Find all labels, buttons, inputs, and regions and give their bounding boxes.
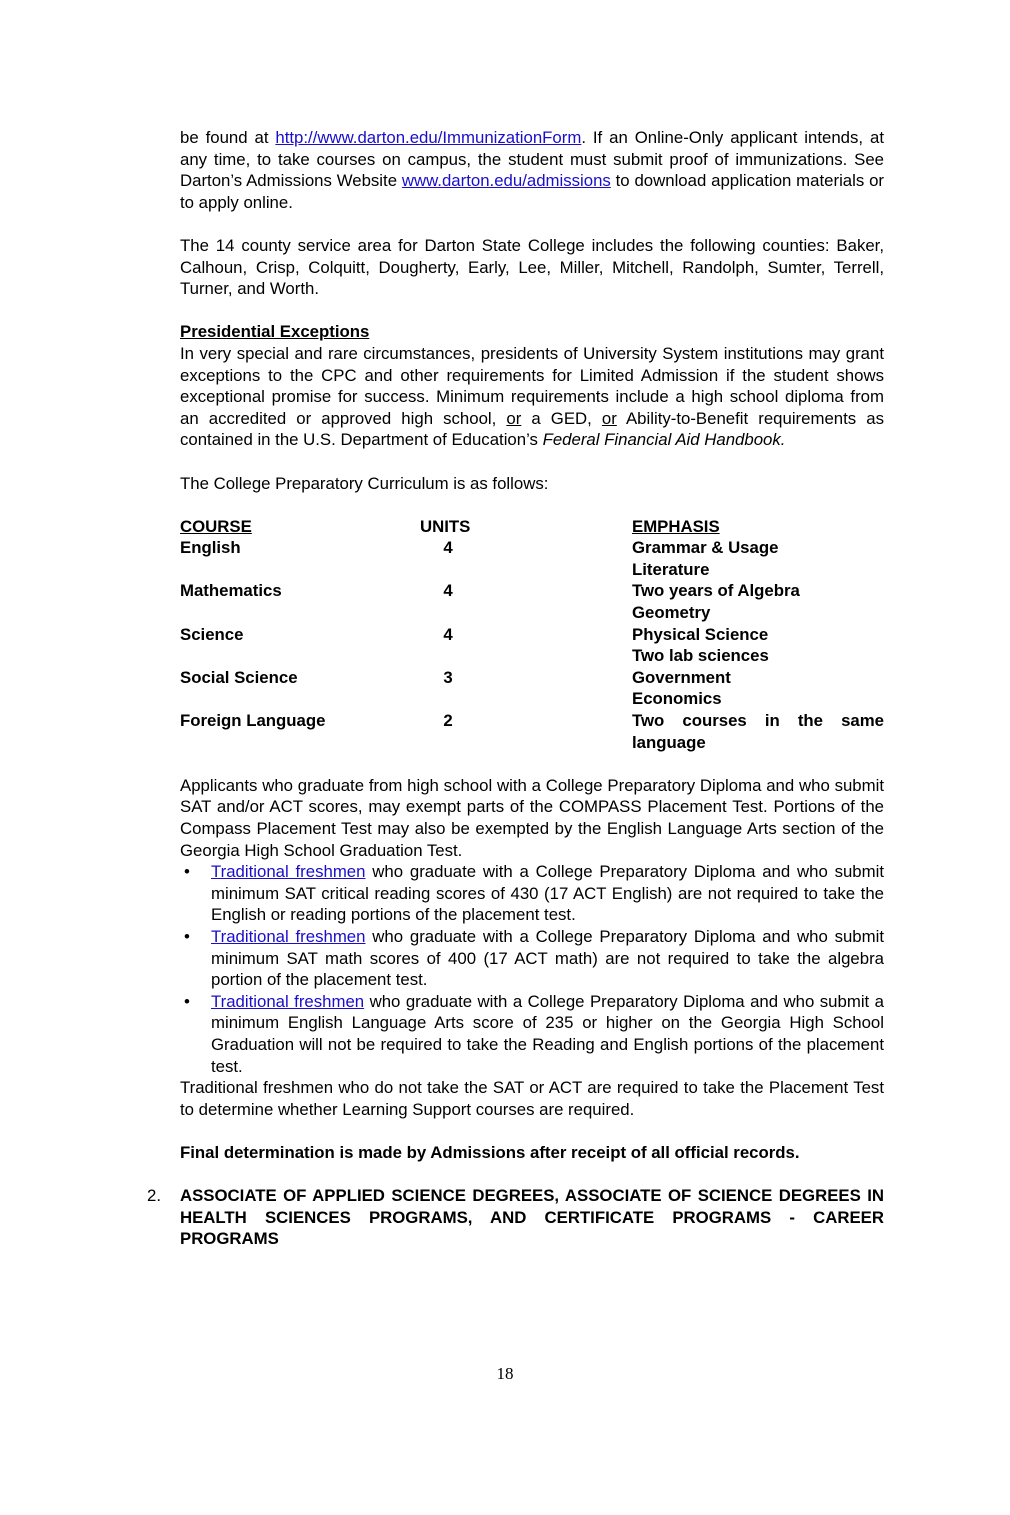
intro-text-c: to download application materials or to apply online. (180, 171, 885, 212)
list-item (180, 926, 884, 991)
cpc-row-social-science (180, 667, 884, 710)
or-underlined-2: or (601, 408, 617, 428)
cpc-table (180, 516, 884, 754)
presidential-text-a: In very special and rare circumstances, presidents of University System institutions may grant exceptions to the CPC and other requirements for Limited Admission if the student shows exceptional promise for success. Minimum requirements include a high school diploma from an accredited or approved high school, (180, 343, 884, 428)
emphasis-header: EMPHASIS (632, 516, 720, 536)
admissions-link[interactable]: www.darton.edu/admissions (401, 171, 611, 191)
course-name: English (180, 538, 241, 558)
placement-section (180, 775, 884, 1121)
course-units: 4 (443, 581, 453, 601)
document-body (147, 127, 885, 1250)
final-determination: Final determination is made by Admissions after receipt of all official records. (180, 1142, 800, 1162)
traditional-freshmen-link[interactable]: Traditional freshmen (211, 862, 366, 882)
intro-text-a: be found at (180, 128, 276, 147)
bullet-text: who graduate with a College Preparatory Diploma and who submit minimum SAT math scores of 400 (17 ACT math) are not required to take the algebra portion of the placement test. (211, 926, 884, 990)
course-emphasis: Grammar & Usage Literature (632, 538, 779, 579)
bullet-text: who graduate with a College Preparatory Diploma and who submit a minimum English Language Arts score of 235 or higher on the Georgia High School Graduation will not be required to take the Reading and English portions of the placement test. (211, 991, 884, 1076)
units-header: UNITS (420, 516, 471, 536)
cpc-row-english (180, 537, 884, 580)
course-units: 3 (443, 667, 453, 687)
course-units: 4 (443, 624, 453, 644)
section-2 (147, 1185, 884, 1250)
course-name: Science (180, 624, 244, 644)
section-number: 2. (147, 1186, 161, 1206)
course-name: Social Science (180, 667, 298, 687)
handbook-title: Federal Financial Aid Handbook (542, 430, 781, 450)
course-units: 2 (443, 711, 453, 731)
section-2-title: ASSOCIATE OF APPLIED SCIENCE DEGREES, ASSOCIATE OF SCIENCE DEGREES IN HEALTH SCIENCES PROGRAMS, AND CERTIFICATE PROGRAMS - CAREER PROGRAMS (180, 1186, 884, 1249)
bullet-icon: • (184, 991, 190, 1011)
cpc-row-mathematics (180, 580, 884, 623)
page-number: 18 (496, 1364, 514, 1383)
no-sat-paragraph: Traditional freshmen who do not take the SAT or ACT are required to take the Placement Test to determine whether Learning Support courses are required. (180, 1078, 884, 1119)
traditional-freshmen-link[interactable]: Traditional freshmen (211, 991, 365, 1011)
intro-text-b: . If an Online-Only applicant intends, at any time, to take courses on campus, the student must submit proof of immunizations. See Darton’s Admissions Website (180, 128, 884, 191)
course-units: 4 (443, 538, 453, 558)
service-area-paragraph: The 14 county service area for Darton State College includes the following counties: Baker, Calhoun, Crisp, Colquitt, Dougherty, Early, Lee, Miller, Mitchell, Randolph, Sumter, Terrell, Turner, and Worth. (180, 235, 884, 299)
or-underlined-1: or (506, 408, 522, 428)
bullet-text: who graduate with a College Preparatory Diploma and who submit minimum SAT critical reading scores of 430 (17 ACT English) are not required to take the English or reading portions of the placement test. (211, 862, 884, 925)
cpc-row-foreign-language (180, 710, 884, 753)
course-name: Foreign Language (180, 711, 326, 731)
presidential-exceptions-heading: Presidential Exceptions (180, 322, 370, 342)
bullet-list (180, 861, 884, 1077)
presidential-text-b: a GED, (521, 408, 602, 428)
cpc-row-science (180, 624, 884, 667)
presidential-text-c: Ability-to-Benefit requirements as contained in the U.S. Department of Education’s (180, 408, 884, 450)
list-item (180, 991, 884, 1077)
course-emphasis: Government Economics (632, 667, 731, 709)
presidential-text-d: . (780, 430, 786, 450)
course-emphasis: Two years of Algebra Geometry (632, 581, 800, 623)
list-item (180, 861, 884, 926)
cpc-intro: The College Preparatory Curriculum is as follows: (180, 473, 549, 493)
course-emphasis: Physical Science Two lab sciences (632, 624, 769, 666)
bullet-icon: • (184, 862, 190, 882)
immunization-form-link[interactable]: http://www.darton.edu/ImmunizationForm (275, 128, 582, 147)
traditional-freshmen-link[interactable]: Traditional freshmen (211, 926, 366, 946)
intro-paragraph (180, 127, 884, 213)
course-name: Mathematics (180, 581, 282, 601)
cpc-header-row (180, 516, 884, 538)
course-header: COURSE (180, 516, 252, 536)
bullet-icon: • (184, 926, 190, 946)
course-emphasis: Two courses in the same language (632, 711, 884, 752)
presidential-exceptions-section (180, 321, 884, 451)
applicants-paragraph: Applicants who graduate from high school with a College Preparatory Diploma and who submit SAT and/or ACT scores, may exempt parts of the COMPASS Placement Test. Portions of the Compass Placement Test may also be exempted by the English Language Arts section of the Georgia High School Graduation Test. (180, 775, 884, 860)
